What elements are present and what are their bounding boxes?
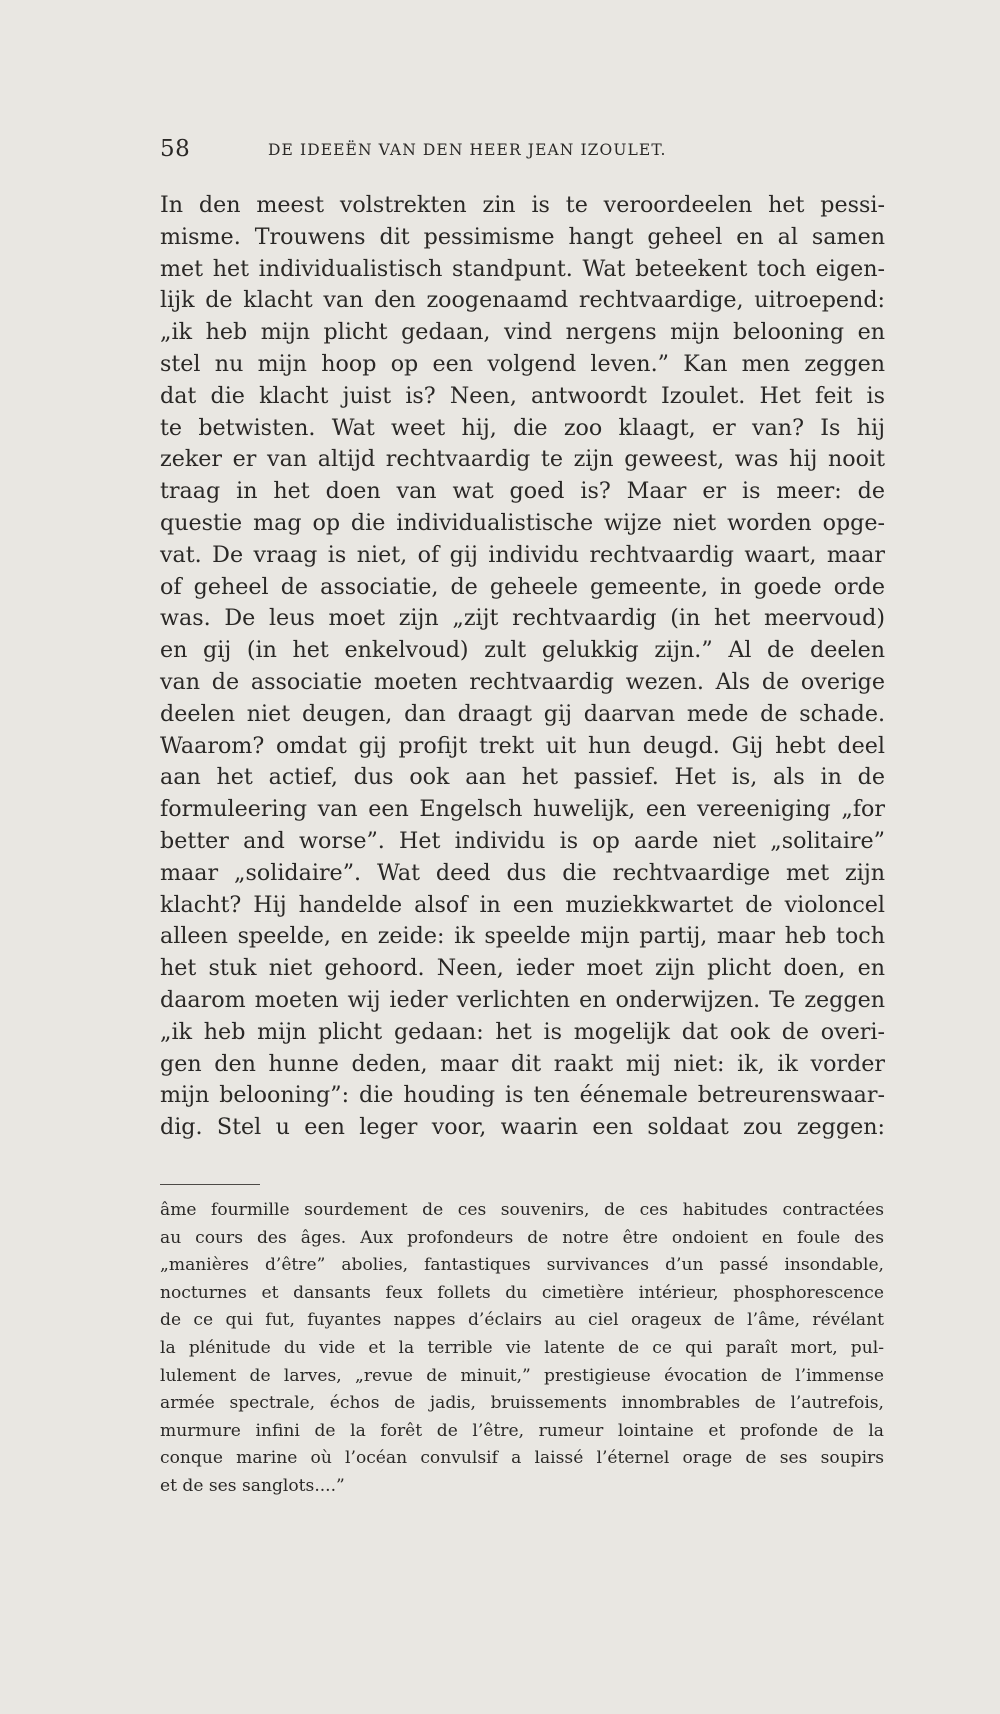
footnote-line: âme fourmille sourdement de ces souvenirs, de ces habitudes contractées bbox=[160, 1200, 884, 1220]
footnote-line: et de ses sanglots....” bbox=[160, 1475, 345, 1496]
text-line: In den meest volstrekten zin is te veroordeelen het pessi- bbox=[160, 192, 885, 218]
text-line: maar „solidaire”. Wat deed dus die rechtvaardige met zijn bbox=[160, 859, 885, 886]
footnote-line: conque marine où l’océan convulsif a laissé l’éternel orage de ses soupirs bbox=[160, 1448, 884, 1469]
page-number: 58 bbox=[160, 136, 191, 162]
text-line: vat. De vraag is niet, of gij individu rechtvaardig waart, maar bbox=[160, 541, 885, 568]
text-line: Waarom? omdat gij profijt trekt uit hun deugd. Gij hebt deel bbox=[160, 732, 885, 759]
text-line: „ik heb mijn plicht gedaan, vind nergens mijn belooning en bbox=[160, 319, 885, 346]
text-line: was. De leus moet zijn „zijt rechtvaardig (in het meervoud) bbox=[160, 605, 885, 632]
text-line: zeker er van altijd rechtvaardig te zijn geweest, was hij nooit bbox=[160, 446, 885, 473]
footnote-line: la plénitude du vide et la terrible vie latente de ce qui paraît mort, pul- bbox=[160, 1337, 884, 1358]
text-line: het stuk niet gehoord. Neen, ieder moet zijn plicht doen, en bbox=[160, 955, 885, 982]
text-line: questie mag op die individualistische wijze niet worden opge- bbox=[160, 509, 885, 536]
text-line: mijn belooning”: die houding is ten éénemale betreurenswaar- bbox=[160, 1082, 885, 1109]
text-line: aan het actief, dus ook aan het passief. Het is, als in de bbox=[160, 764, 885, 791]
text-line: deelen niet deugen, dan draagt gij daarvan mede de schade. bbox=[160, 700, 885, 727]
footnote-line: nocturnes et dansants feux follets du cimetière intérieur, phosphorescence bbox=[160, 1282, 884, 1303]
footnote-line: au cours des âges. Aux profondeurs de notre être ondoient en foule des bbox=[160, 1227, 884, 1248]
page-header bbox=[160, 132, 860, 172]
text-line: daarom moeten wij ieder verlichten en onderwijzen. Te zeggen bbox=[160, 986, 885, 1013]
text-line: of geheel de associatie, de geheele gemeente, in goede orde bbox=[160, 573, 885, 600]
text-line: traag in het doen van wat goed is? Maar er is meer: de bbox=[160, 478, 885, 505]
running-title: DE IDEEËN VAN DEN HEER JEAN IZOULET. bbox=[268, 141, 667, 159]
footnote-line: lulement de larves, „revue de minuit,” prestigieuse évocation de l’immense bbox=[160, 1365, 884, 1386]
footnote-divider bbox=[160, 1184, 260, 1185]
text-line: misme. Trouwens dit pessimisme hangt geheel en al samen bbox=[160, 223, 885, 250]
text-line: „ik heb mijn plicht gedaan: het is mogelijk dat ook de overi- bbox=[160, 1018, 885, 1045]
text-line: alleen speelde, en zeide: ik speelde mijn partij, maar heb toch bbox=[160, 923, 885, 950]
text-line: te betwisten. Wat weet hij, die zoo klaagt, er van? Is hij bbox=[160, 414, 885, 441]
text-line: dat die klacht juist is? Neen, antwoordt Izoulet. Het feit is bbox=[160, 382, 885, 409]
footnote-line: de ce qui fut, fuyantes nappes d’éclairs au ciel orageux de l’âme, révélant bbox=[160, 1310, 884, 1331]
text-line: lijk de klacht van den zoogenaamd rechtvaardige, uitroepend: bbox=[160, 287, 885, 314]
text-line: gen den hunne deden, maar dit raakt mij niet: ik, ik vorder bbox=[160, 1050, 885, 1077]
footnote-line: armée spectrale, échos de jadis, bruissements innombrables de l’autrefois, bbox=[160, 1393, 884, 1414]
footnote bbox=[160, 1197, 884, 1501]
text-line: van de associatie moeten rechtvaardig wezen. Als de overige bbox=[160, 668, 885, 695]
text-line: dig. Stel u een leger voor, waarin een soldaat zou zeggen: bbox=[160, 1114, 885, 1141]
text-line: met het individualistisch standpunt. Wat beteekent toch eigen- bbox=[160, 255, 885, 282]
main-text bbox=[160, 190, 885, 1144]
footnote-line: murmure infini de la forêt de l’être, rumeur lointaine et profonde de la bbox=[160, 1420, 884, 1441]
text-line: better and worse”. Het individu is op aarde niet „solitaire” bbox=[160, 827, 885, 854]
text-line: en gij (in het enkelvoud) zult gelukkig zijn.” Al de deelen bbox=[160, 637, 885, 664]
text-line: klacht? Hij handelde alsof in een muziekkwartet de violoncel bbox=[160, 891, 885, 918]
text-line: formuleering van een Engelsch huwelijk, een vereeniging „for bbox=[160, 796, 885, 823]
footnote-line: „manières d’être” abolies, fantastiques survivances d’un passé insondable, bbox=[160, 1255, 884, 1276]
text-line: stel nu mijn hoop op een volgend leven.” Kan men zeggen bbox=[160, 350, 885, 377]
